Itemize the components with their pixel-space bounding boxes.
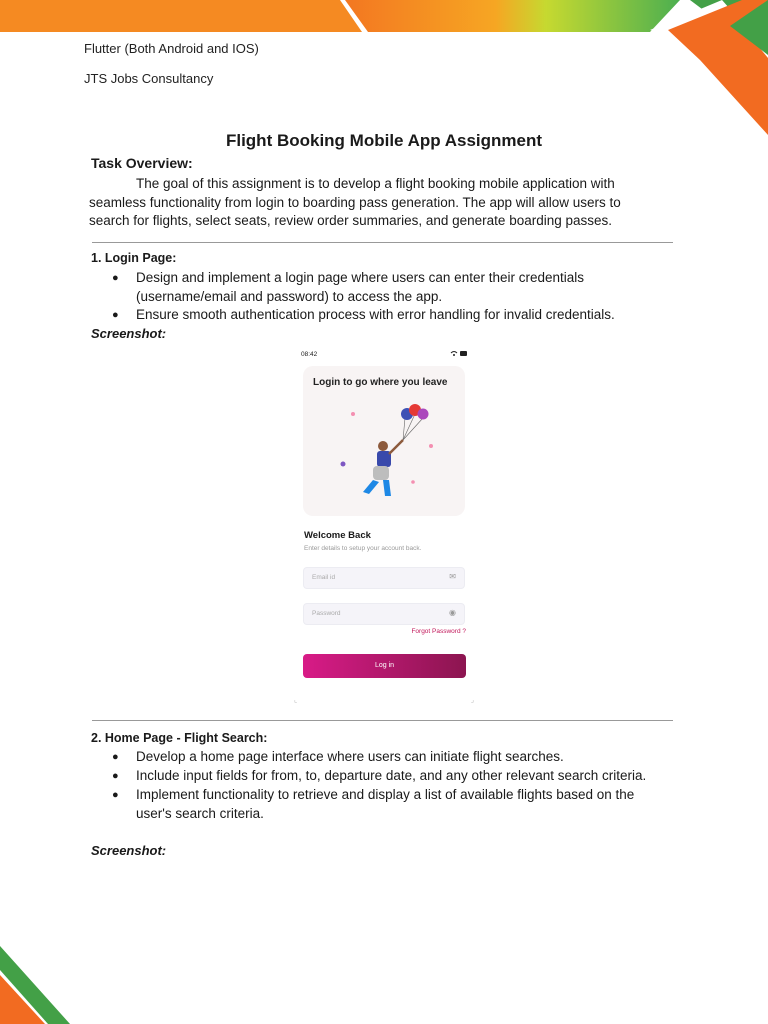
corner-mark-icon: ⌟: [470, 697, 474, 704]
bullet-icon: ●: [112, 789, 119, 801]
welcome-heading: Welcome Back: [304, 530, 371, 541]
divider: [92, 720, 673, 721]
login-screenshot: [292, 344, 476, 708]
divider: [92, 242, 673, 243]
bullet-icon: ●: [112, 272, 119, 284]
corner-mark-icon: ⌞: [294, 697, 298, 704]
screenshot-label: Screenshot:: [91, 843, 167, 858]
email-field[interactable]: Email id ✉: [303, 567, 465, 589]
welcome-subtitle: Enter details to setup your account back.: [304, 545, 422, 552]
bullet-icon: ●: [112, 751, 119, 763]
task-overview-rest: seamless functionality from login to boarding pass generation. The app will allow users to search for flights, select seats, review order summaries, and generate boarding passes.: [89, 194, 621, 228]
bullet-icon: ●: [112, 770, 119, 782]
eye-icon[interactable]: ◉: [449, 608, 456, 617]
section2-heading: 2. Home Page - Flight Search:: [91, 731, 268, 745]
forgot-password-link[interactable]: Forgot Password ?: [411, 628, 466, 635]
top-band-left: [0, 0, 362, 32]
page-title: Flight Booking Mobile App Assignment: [225, 131, 543, 150]
balloon-person-illustration: [323, 394, 443, 514]
task-overview-first: The goal of this assignment is to develop a flight booking mobile application with: [136, 176, 615, 191]
header-line-2: JTS Jobs Consultancy: [84, 71, 214, 86]
task-overview-paragraph: [89, 175, 649, 231]
section1-heading: 1. Login Page:: [91, 251, 177, 265]
bullet-icon: ●: [112, 309, 119, 321]
task-overview-heading: Task Overview:: [91, 155, 193, 171]
status-time: 08:42: [301, 351, 318, 358]
password-field[interactable]: Password ◉: [303, 603, 465, 625]
card-title: Login to go where you leave: [313, 377, 448, 388]
top-band-right: [345, 0, 680, 32]
illustration-card: [303, 366, 465, 516]
wifi-battery-icon: [450, 350, 468, 359]
header-line-1: Flutter (Both Android and IOS): [84, 41, 259, 56]
login-button[interactable]: Log in: [303, 654, 466, 678]
screenshot-label: Screenshot:: [91, 326, 167, 341]
mail-icon: ✉: [449, 572, 456, 581]
